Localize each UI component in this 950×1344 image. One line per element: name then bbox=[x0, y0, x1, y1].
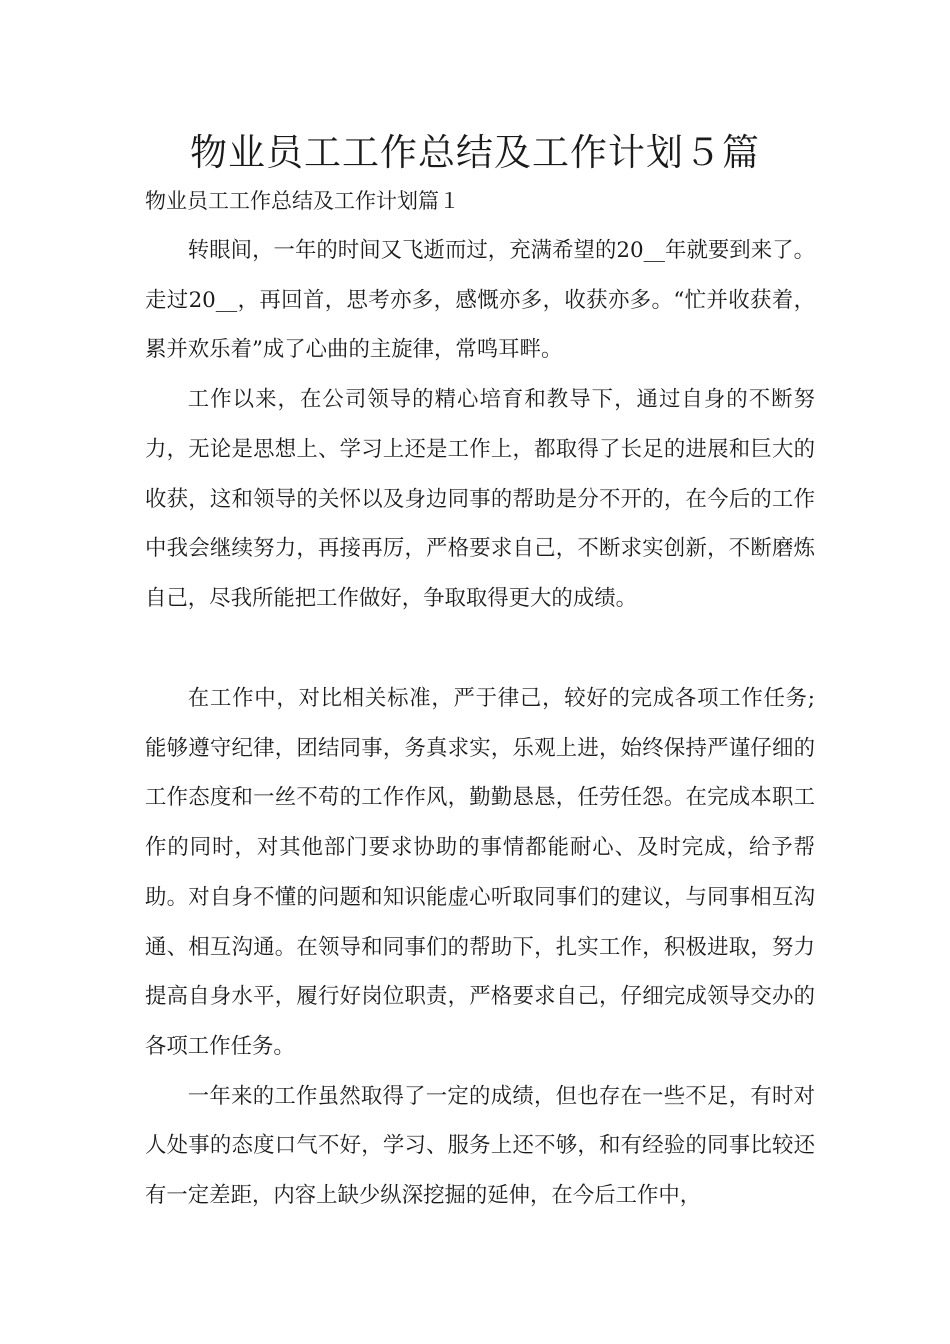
body-block-second bbox=[145, 674, 815, 1221]
paragraph: 工作以来，在公司领导的精心培育和教导下，通过自身的不断努力，无论是思想上、学习上还是工作上，都取得了长足的进展和巨大的收获，这和领导的关怀以及身边同事的帮助是分不开的，在今后的工作中我会继续努力，再接再厉，严格要求自己，不断求实创新，不断磨炼自己，尽我所能把工作做好，争取取得更大的成绩。 bbox=[145, 387, 815, 611]
document-title: 物业员工工作总结及工作计划５篇 bbox=[190, 131, 760, 174]
paragraph: 一年来的工作虽然取得了一定的成绩，但也存在一些不足，有时对人处事的态度口气不好，学习、服务上还不够，和有经验的同事比较还有一定差距，内容上缺少纵深挖掘的延伸，在今后工作中， bbox=[145, 1083, 815, 1209]
paragraph: 转眼间，一年的时间又飞逝而过，充满希望的20__年就要到来了。走过20__，再回首，思考亦多，感慨亦多，收获亦多。“忙并收获着，累并欢乐着”成了心曲的主旋律，常鸣耳畔。 bbox=[145, 238, 815, 363]
section-subtitle: 物业员工工作总结及工作计划篇１ bbox=[145, 189, 460, 213]
paragraph: 在工作中，对比相关标准，严于律己，较好的完成各项工作任务;能够遵守纪律，团结同事，务真求实，乐观上进，始终保持严谨仔细的工作态度和一丝不苟的工作作风，勤勤恳恳，任劳任怨。在完成本职工作的同时，对其他部门要求协助的事情都能耐心、及时完成，给予帮助。对自身不懂的问题和知识能虚心听取同事们的建议，与同事相互沟通、相互沟通。在领导和同事们的帮助下，扎实工作，积极进取，努力提高自身水平，履行好岗位职责，严格要求自己，仔细完成领导交办的各项工作任务。 bbox=[145, 686, 815, 1059]
body-block-first bbox=[145, 226, 815, 624]
